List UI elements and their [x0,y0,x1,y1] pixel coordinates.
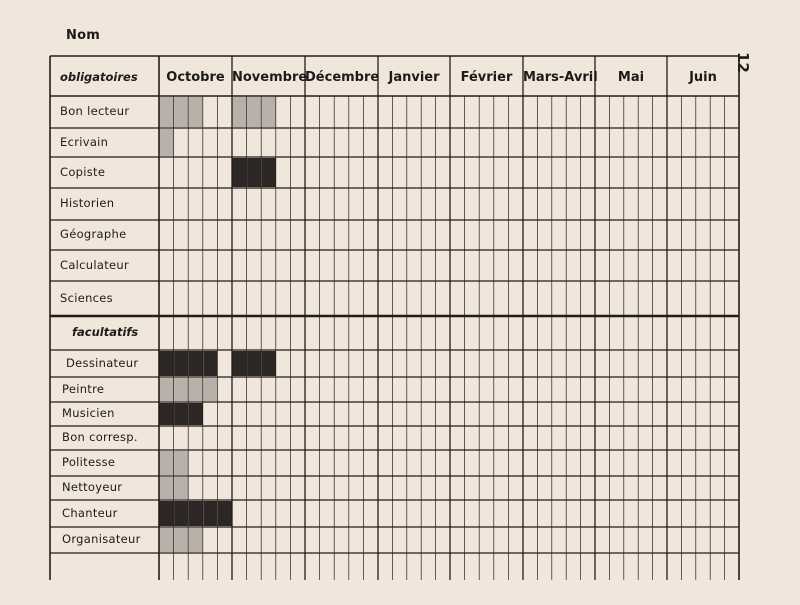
shaded-week-cell [174,351,188,376]
page-number: 12 [734,52,752,73]
month-header: Octobre [166,70,225,85]
shaded-week-cell [160,451,174,475]
shaded-week-cell [174,477,188,499]
section-label: facultatifs [72,325,139,339]
row-label: Peintre [62,381,105,396]
shaded-week-cell [203,351,217,376]
shaded-week-cell [189,528,203,552]
shaded-week-cell [174,451,188,475]
row-label: Chanteur [62,505,118,520]
shaded-week-cell [174,378,188,401]
shaded-week-cell [189,501,203,526]
month-header: Juin [689,70,717,85]
month-header: Mai [617,70,645,85]
shaded-week-cell [189,403,203,425]
shaded-week-cell [189,97,203,127]
row-label: Nettoyeur [62,480,123,494]
month-header: Janvier [388,70,440,85]
shaded-week-cell [160,501,174,526]
month-header: Mars-Avril [523,70,598,85]
row-label: Dessinateur [66,355,139,370]
shaded-week-cell [262,158,276,187]
shaded-week-cell [262,97,276,127]
shaded-week-cell [218,501,232,526]
row-label: Bon lecteur [60,104,130,118]
shaded-week-cell [203,378,217,401]
header-category: obligatoires [60,70,138,84]
row-label: Calculateur [60,257,130,272]
shaded-week-cell [247,158,261,187]
shaded-week-cell [160,477,174,499]
shaded-week-cell [160,378,174,401]
shaded-week-cell [189,378,203,401]
row-label: Copiste [60,164,106,179]
shaded-week-cell [174,501,188,526]
shaded-week-cell [233,158,247,187]
shaded-week-cell [247,351,261,376]
shaded-week-cell [203,501,217,526]
shaded-week-cell [160,528,174,552]
shaded-week-cell [262,351,276,376]
row-label: Politesse [62,455,116,469]
shaded-week-cell [233,97,247,127]
shaded-week-cell [233,351,247,376]
shaded-week-cell [160,129,174,156]
row-label: Bon corresp. [62,430,138,444]
month-header: Novembre [232,70,308,85]
shaded-week-cell [160,403,174,425]
shaded-week-cell [247,97,261,127]
row-label: Sciences [60,290,113,305]
month-header: Février [460,70,513,85]
shaded-week-cell [160,351,174,376]
shaded-week-cell [189,351,203,376]
row-label: Musicien [62,406,115,420]
shaded-week-cell [174,403,188,425]
shaded-week-cell [174,97,188,127]
shaded-week-cell [160,97,174,127]
row-label: Ecrivain [60,134,109,149]
shaded-week-cell [174,528,188,552]
row-label: Historien [60,196,115,210]
name-label: Nom [66,28,100,43]
row-label: Géographe [60,227,127,241]
month-header: Décembre [305,70,380,85]
row-label: Organisateur [62,532,141,546]
